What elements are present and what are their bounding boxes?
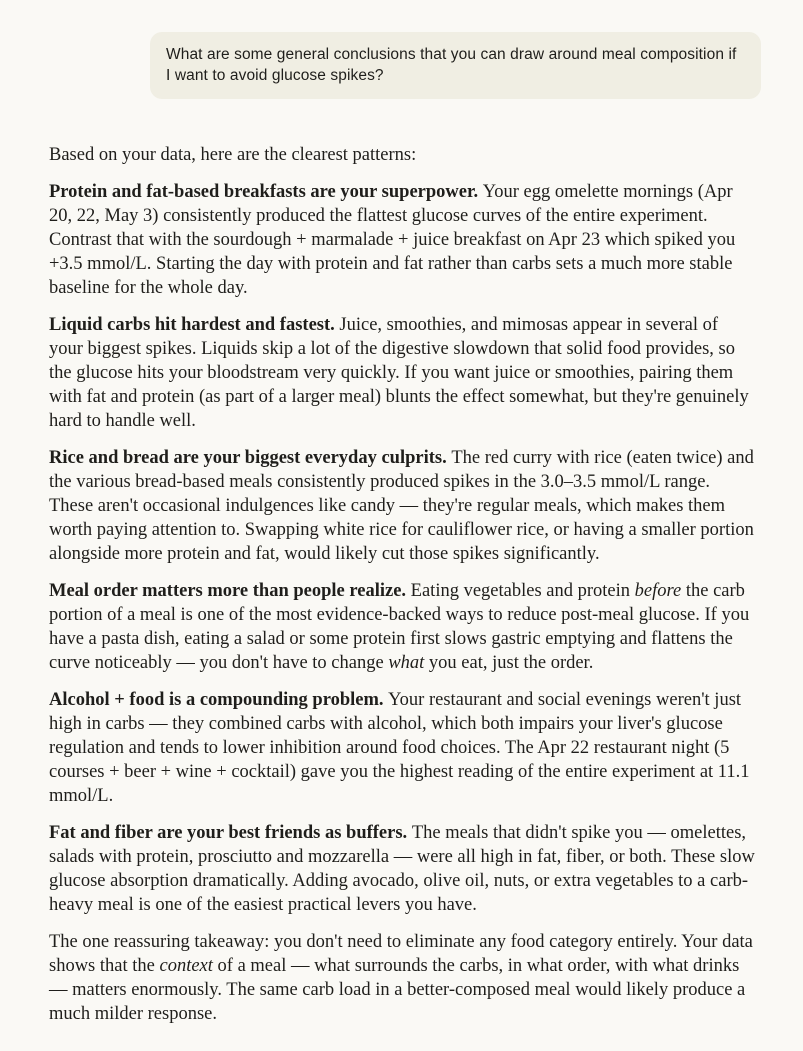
response-text-segment: Rice and bread are your biggest everyday culprits. bbox=[49, 448, 452, 468]
response-text-segment: Fat and fiber are your best friends as buffers. bbox=[49, 823, 412, 843]
response-text-segment: Juice, smoothies, and mimosas appear in several of your biggest spikes. Liquids skip a lot of the digestive slowdown that solid food provides, so the glucose hits your bloodstream very quickly. If you want juice or smoothies, pairing them with fat and protein (as part of a larger meal) blunts the effect somewhat, but they're genuinely hard to handle well. bbox=[49, 315, 749, 431]
response-paragraph bbox=[49, 313, 755, 433]
response-text-segment: Liquid carbs hit hardest and fastest. bbox=[49, 315, 340, 335]
response-paragraph bbox=[49, 446, 755, 566]
response-text-segment: context bbox=[159, 956, 213, 976]
response-paragraph bbox=[49, 180, 755, 300]
response-paragraph bbox=[49, 579, 755, 675]
user-message-row bbox=[0, 0, 803, 99]
response-text-segment: Your egg omelette mornings (Apr 20, 22, May 3) consistently produced the flattest glucose curves of the entire experiment. Contrast that with the sourdough + marmalade + juice breakfast on Apr 23 which spiked you +3.5 mmol/L. Starting the day with protein and fat rather than carbs sets a much more stable baseline for the whole day. bbox=[49, 182, 736, 298]
response-text-segment: The meals that didn't spike you — omelettes, salads with protein, prosciutto and mozzarella — were all high in fat, fiber, or both. These slow glucose absorption dramatically. Adding avocado, olive oil, nuts, or extra vegetables to a carb-heavy meal is one of the easiest practical levers you have. bbox=[49, 823, 755, 915]
response-paragraph bbox=[49, 143, 755, 167]
assistant-response bbox=[49, 143, 755, 1051]
response-paragraph bbox=[49, 821, 755, 917]
response-text-segment: the carb portion of a meal is one of the most evidence-backed ways to reduce post-meal glucose. If you have a pasta dish, eating a salad or some protein first slows gastric emptying and flattens the curve noticeably — you don't have to change bbox=[49, 581, 750, 673]
response-text-segment: The red curry with rice (eaten twice) and the various bread-based meals consistently produced spikes in the 3.0–3.5 mmol/L range. These aren't occasional indulgences like candy — they're regular meals, which makes them worth paying attention to. Swapping white rice for cauliflower rice, or having a smaller portion alongside more protein and fat, would likely cut those spikes significantly. bbox=[49, 448, 754, 564]
response-text-segment: Your restaurant and social evenings weren't just high in carbs — they combined carbs with alcohol, which both impairs your liver's glucose regulation and tends to lower inhibition around food choices. The Apr 22 restaurant night (5 courses + beer + wine + cocktail) gave you the highest reading of the entire experiment at 11.1 mmol/L. bbox=[49, 690, 750, 806]
response-text-segment: of a meal — what surrounds the carbs, in what order, with what drinks — matters enormously. The same carb load in a better-composed meal would likely produce a much milder response. bbox=[49, 956, 746, 1024]
response-text-segment: before bbox=[634, 581, 682, 601]
response-paragraph bbox=[49, 688, 755, 808]
response-text-segment: Protein and fat-based breakfasts are your superpower. bbox=[49, 182, 483, 202]
response-text-segment: Based on your data, here are the clearest patterns: bbox=[49, 145, 417, 165]
response-text-segment: The one reassuring takeaway: you don't need to eliminate any food category entirely. Your data shows that the bbox=[49, 932, 753, 976]
response-text-segment: Eating vegetables and protein bbox=[410, 581, 635, 601]
response-text-segment: Meal order matters more than people realize. bbox=[49, 581, 411, 601]
user-message-bubble: What are some general conclusions that you can draw around meal composition if I want to avoid glucose spikes? bbox=[150, 32, 761, 99]
response-text-segment: you eat, just the order. bbox=[424, 653, 594, 673]
response-text-segment: what bbox=[388, 653, 425, 673]
response-paragraph bbox=[49, 930, 755, 1026]
response-text-segment: Alcohol + food is a compounding problem. bbox=[49, 690, 389, 710]
